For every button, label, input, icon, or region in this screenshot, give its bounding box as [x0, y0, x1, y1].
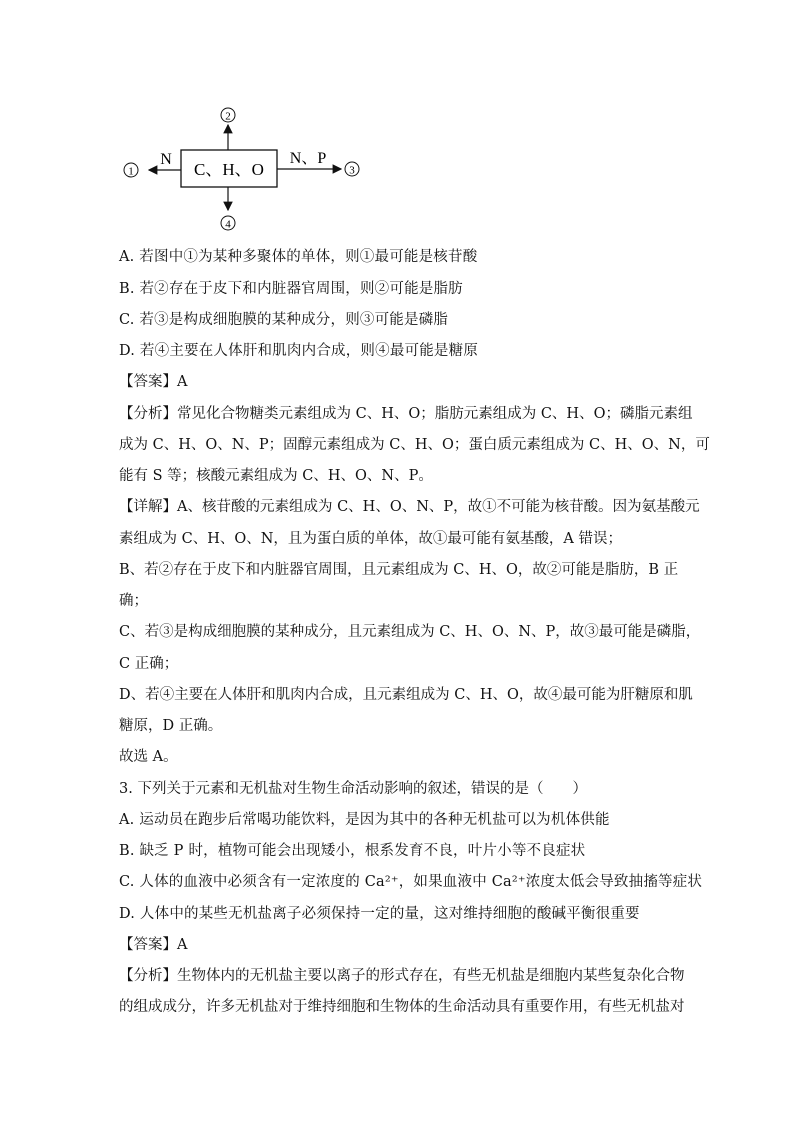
q2-detail-line-2: 素组成为 C、H、O、N，且为蛋白质的单体，故①最可能有氨基酸，A 错误； — [119, 531, 623, 547]
circle-1-label: 1 — [128, 165, 134, 178]
q2-option-b: B. 若②存在于皮下和内脏器官周围，则②可能是脂肪 — [119, 281, 463, 297]
element-diagram — [115, 100, 375, 240]
q3-analysis-line-1: 【分析】生物体内的无机盐主要以离子的形式存在，有些无机盐是细胞内某些复杂化合物 — [119, 968, 685, 984]
q2-analysis-line-1: 【分析】常见化合物糖类元素组成为 C、H、O；脂肪元素组成为 C、H、O；磷脂元素组 — [119, 406, 693, 422]
circle-4-label: 4 — [225, 218, 231, 231]
left-arrow-label: N — [160, 151, 172, 168]
q2-detail-line-8: 糖原，D 正确。 — [119, 718, 223, 734]
q2-option-d: D. 若④主要在人体肝和肌肉内合成，则④最可能是糖原 — [119, 343, 479, 359]
q2-option-c: C. 若③是构成细胞膜的某种成分，则③可能是磷脂 — [119, 312, 449, 328]
q3-option-c: C. 人体的血液中必须含有一定浓度的 Ca²⁺，如果血液中 Ca²⁺浓度太低会导致抽搐等症状 — [119, 874, 703, 890]
q3-stem: 3. 下列关于元素和无机盐对生物生命活动影响的叙述，错误的是（ ） — [119, 781, 587, 797]
q2-detail-line-7: D、若④主要在人体肝和肌肉内合成，且元素组成为 C、H、O，故④最可能为肝糖原和肌 — [119, 687, 693, 703]
q2-analysis-line-3: 能有 S 等；核酸元素组成为 C、H、O、N、P。 — [119, 468, 433, 484]
circle-2-label: 2 — [225, 110, 231, 123]
q2-option-a: A. 若图中①为某种多聚体的单体，则①最可能是核苷酸 — [119, 249, 478, 265]
q3-option-a: A. 运动员在跑步后常喝功能饮料，是因为其中的各种无机盐可以为机体供能 — [119, 812, 610, 828]
q2-detail-line-9: 故选 A。 — [119, 749, 178, 765]
q3-option-b: B. 缺乏 P 时，植物可能会出现矮小，根系发育不良，叶片小等不良症状 — [119, 843, 586, 859]
q2-detail-line-1: 【详解】A、核苷酸的元素组成为 C、H、O、N、P，故①不可能为核苷酸。因为氨基酸元 — [119, 499, 700, 515]
q3-option-d: D. 人体中的某些无机盐离子必须保持一定的量，这对维持细胞的酸碱平衡很重要 — [119, 906, 640, 922]
q2-detail-line-5: C、若③是构成细胞膜的某种成分，且元素组成为 C、H、O、N、P，故③最可能是磷脂， — [119, 624, 701, 640]
q3-answer: 【答案】A — [119, 937, 188, 953]
center-label: C、H、O — [194, 160, 264, 179]
q2-detail-line-4: 确； — [119, 593, 148, 609]
q2-analysis-line-2: 成为 C、H、O、N、P；固醇元素组成为 C、H、O；蛋白质元素组成为 C、H、O、N，可 — [119, 437, 710, 453]
diagram-svg — [115, 100, 375, 240]
q2-detail-line-6: C 正确； — [119, 656, 179, 672]
right-arrow-label: N、P — [289, 150, 327, 167]
q3-analysis-line-2: 的组成成分，许多无机盐对于维持细胞和生物体的生命活动具有重要作用，有些无机盐对 — [119, 999, 685, 1015]
q2-answer: 【答案】A — [119, 374, 188, 390]
q2-detail-line-3: B、若②存在于皮下和内脏器官周围，且元素组成为 C、H、O，故②可能是脂肪，B 正 — [119, 562, 679, 578]
circle-3-label: 3 — [349, 164, 355, 177]
